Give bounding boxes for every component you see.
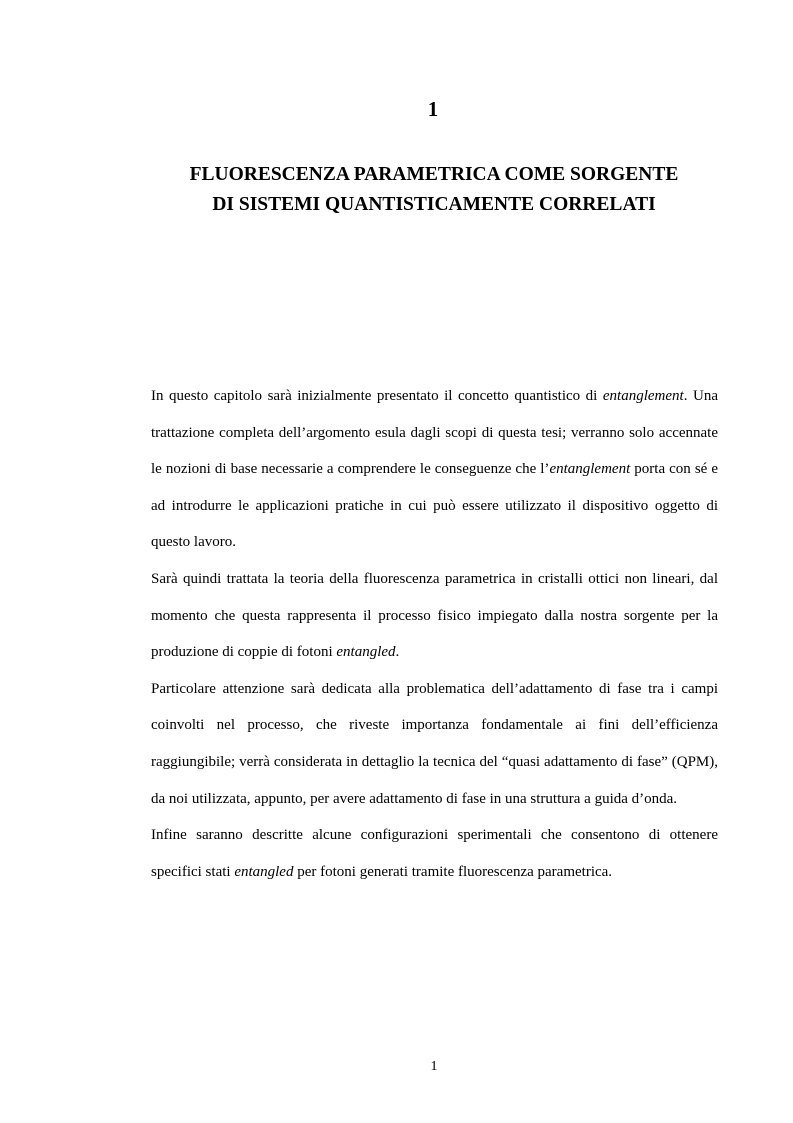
chapter-number: 1 [427,97,439,121]
paragraph-2-segment-2: entangled [336,644,396,661]
paragraph-1-segment-5: porta con sé e ad introdurre le applicazioni pratiche in cui può essere utilizzato il dispositivo oggetto di questo lavoro. [151,461,718,551]
paragraph-2-segment-1: Sarà quindi trattata la teoria della fluorescenza parametrica in cristalli ottici non lineari, dal momento che questa rappresenta il processo fisico impiegato dalla nostra sorgente per la produzione di coppie di fotoni [151,570,718,661]
paragraph-1-segment-4: entanglement [549,461,631,478]
body-text [151,378,718,890]
chapter-title-line-2: DI SISTEMI QUANTISTICAMENTE CORRELATI [212,194,656,215]
paragraph-3-segment-1: Particolare attenzione sarà dedicata alla problematica dell’adattamento di fase tra i campi coinvolti nel processo, che riveste importanza fondamentale ai fini dell’efficienza raggiungibile; verrà considerata in dettaglio la tecnica del “quasi adattamento di fase” (QPM), da noi utilizzata, appunto, per avere adattamento di fase in una struttura a guida d’onda. [151,680,718,807]
paragraph-4-segment-1: Infine saranno descritte alcune configurazioni sperimentali che consentono di ottenere specifici stati [151,827,718,880]
paragraph-4-segment-2: entangled [234,863,294,880]
chapter-title [0,160,793,220]
paragraph-1-segment-2: entanglement [602,388,684,404]
paragraph-3 [151,671,718,817]
paragraph-2-segment-3: . [395,644,400,661]
paragraph-1-segment-1: In questo capitolo sarà inizialmente presentato il concetto quantistico di [151,388,603,404]
page-number: 1 [430,1059,438,1074]
paragraph-4 [151,817,718,890]
paragraph-1-segment-3: . Una trattazione completa dell’argomento esula dagli scopi di questa tesi; verranno solo accennate le nozioni di base necessarie a comprendere le conseguenze che l’ [151,388,718,478]
paragraph-4-segment-3: per fotoni generati tramite fluorescenza parametrica. [293,863,613,880]
paragraph-1 [151,378,718,561]
paragraph-2 [151,561,718,671]
chapter-title-line-1: FLUORESCENZA PARAMETRICA COME SORGENTE [189,164,679,185]
